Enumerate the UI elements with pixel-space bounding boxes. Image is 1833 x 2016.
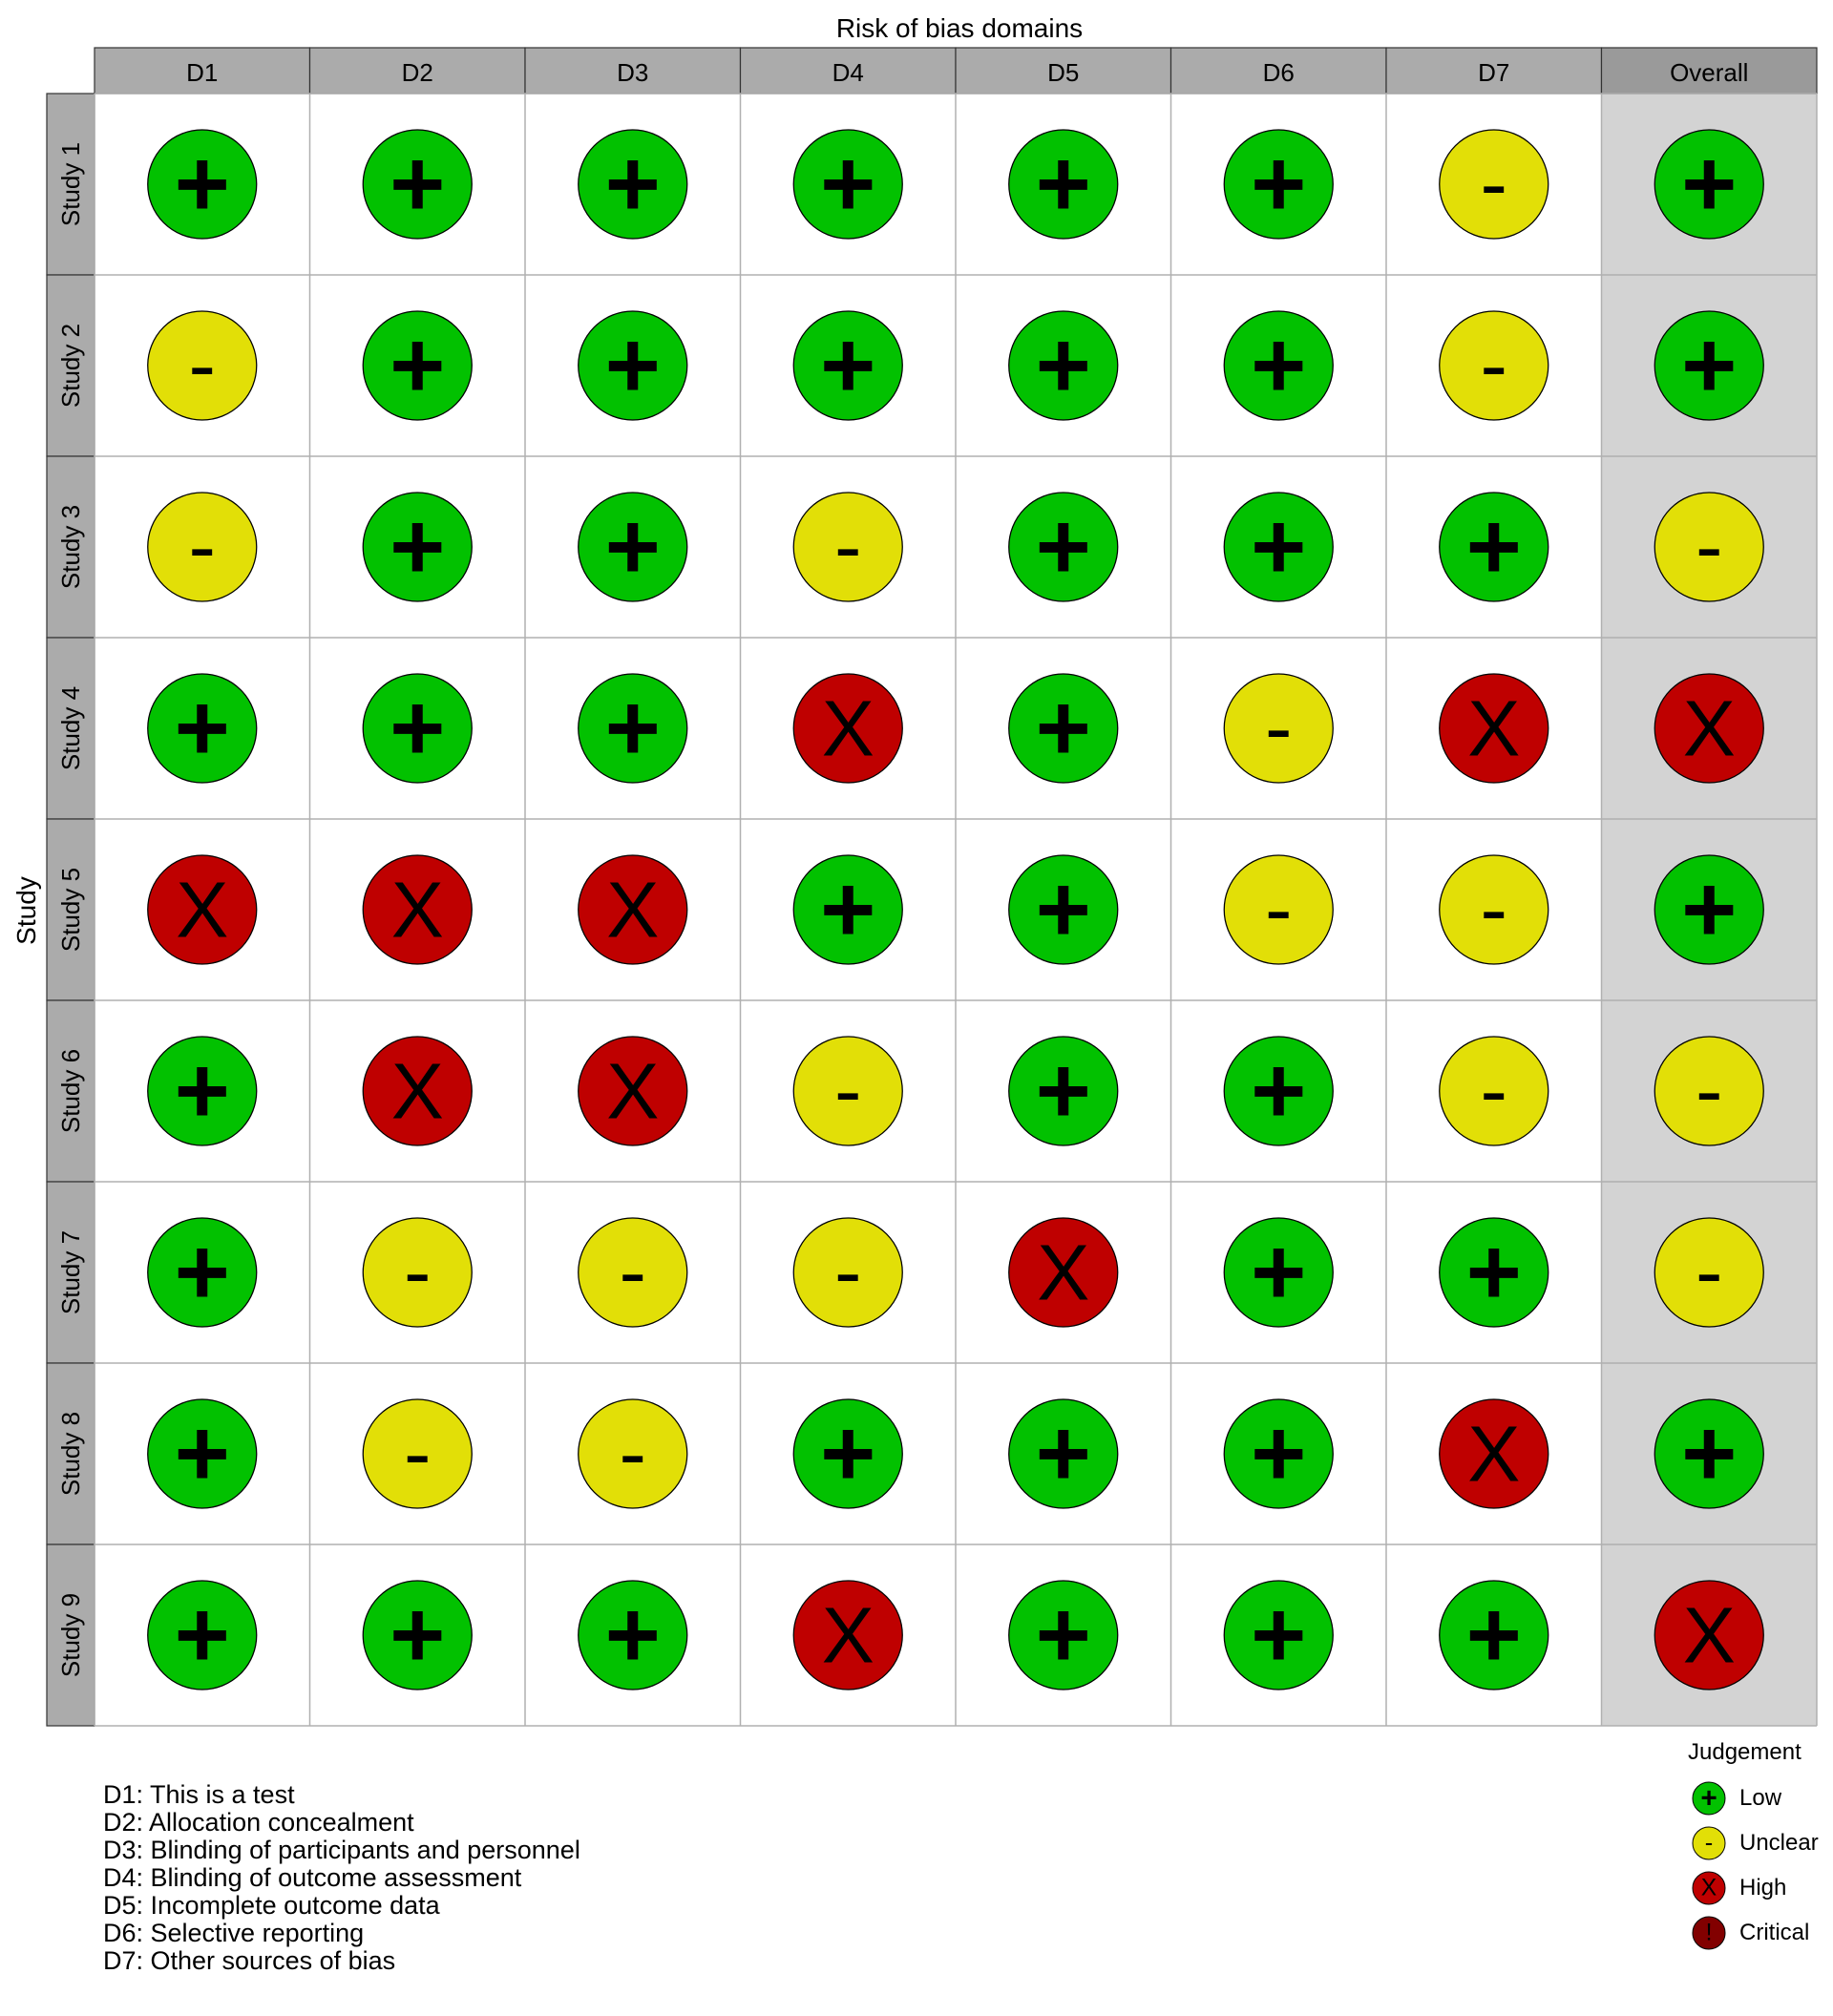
judgement-symbol: - — [619, 1227, 646, 1318]
judgement-symbol: - — [619, 1408, 646, 1500]
judgement-marker — [1654, 674, 1763, 783]
judgement-symbol: + — [174, 675, 230, 782]
judgement-symbol: X — [606, 1046, 660, 1136]
domain-definition: D2: Allocation concealment — [103, 1808, 414, 1837]
judgement-marker — [793, 311, 902, 420]
judgement-marker — [363, 311, 472, 420]
chart-title: Risk of bias domains — [835, 13, 1084, 43]
legend-symbol — [1690, 1824, 1728, 1862]
domain-definition: D3: Blinding of participants and personnel — [103, 1836, 580, 1864]
judgement-symbol: X — [821, 1590, 874, 1680]
judgement-marker — [363, 1399, 472, 1508]
judgement-symbol: + — [1700, 1782, 1717, 1815]
judgement-symbol: - — [188, 320, 216, 411]
legend-marker — [1693, 1872, 1725, 1904]
judgement-symbol: + — [174, 1400, 230, 1507]
judgement-symbol: - — [1696, 501, 1723, 593]
judgement-symbol: + — [1035, 1400, 1091, 1507]
judgement-symbol: + — [1035, 1582, 1091, 1689]
row-header-label: Study 8 — [56, 1411, 85, 1497]
judgement-symbol: - — [404, 1408, 432, 1500]
judgement-marker — [148, 1581, 257, 1690]
judgement-marker — [148, 1218, 257, 1327]
row-header-label: Study 2 — [56, 323, 85, 409]
legend-symbol — [1690, 1779, 1728, 1817]
domain-definitions — [103, 1781, 580, 1975]
judgement-symbol: X — [1682, 1590, 1736, 1680]
legend-marker — [1693, 1782, 1725, 1815]
judgement-marker — [1654, 130, 1763, 239]
judgement-symbol: + — [1681, 131, 1738, 238]
legend-marker — [1693, 1917, 1725, 1949]
judgement-marker — [579, 311, 687, 420]
judgement-marker — [1224, 1399, 1333, 1508]
judgement-symbol: - — [1480, 1045, 1507, 1137]
judgement-symbol: - — [834, 1227, 862, 1318]
judgement-marker — [793, 1399, 902, 1508]
judgement-symbol: + — [820, 1400, 876, 1507]
column-header-label: D6 — [1262, 58, 1295, 87]
judgement-symbol: - — [1480, 138, 1507, 230]
judgement-symbol: + — [1251, 1038, 1307, 1144]
judgement-marker — [1224, 855, 1333, 964]
domain-definition: D4: Blinding of outcome assessment — [103, 1863, 522, 1892]
judgement-symbol: - — [1696, 1045, 1723, 1137]
judgement-symbol: X — [821, 683, 874, 773]
judgement-marker — [1224, 493, 1333, 601]
judgement-symbol: - — [1704, 1830, 1714, 1857]
judgement-symbol: + — [174, 1038, 230, 1144]
column-header-label: D5 — [1047, 58, 1080, 87]
judgement-marker — [363, 493, 472, 601]
judgement-marker — [579, 674, 687, 783]
judgement-symbol: + — [604, 494, 661, 600]
judgement-marker — [1440, 311, 1549, 420]
legend-item-high — [1682, 1869, 1825, 1914]
judgement-symbol: X — [390, 1046, 444, 1136]
judgement-symbol: + — [1035, 312, 1091, 419]
row-header-label: Study 3 — [56, 504, 85, 590]
judgement-symbol: + — [820, 131, 876, 238]
judgement-marker — [579, 1581, 687, 1690]
judgement-marker — [1009, 1399, 1118, 1508]
judgement-symbol: + — [390, 312, 446, 419]
judgement-marker — [579, 1218, 687, 1327]
legend-label: High — [1739, 1875, 1787, 1900]
judgement-marker — [1440, 855, 1549, 964]
judgement-marker — [793, 855, 902, 964]
judgement-symbol: + — [1251, 1219, 1307, 1326]
judgement-marker — [793, 674, 902, 783]
judgement-symbol: - — [404, 1227, 432, 1318]
judgement-symbol: + — [1681, 1400, 1738, 1507]
judgement-marker — [1440, 1581, 1549, 1690]
judgement-symbol: - — [1480, 864, 1507, 956]
judgement-marker — [793, 493, 902, 601]
judgement-symbol: - — [834, 501, 862, 593]
judgement-marker — [1654, 855, 1763, 964]
judgement-symbol: + — [604, 312, 661, 419]
judgement-symbol: + — [1465, 1582, 1522, 1689]
legend-title: Judgement — [1688, 1739, 1801, 1765]
legend-marker — [1693, 1827, 1725, 1859]
row-header-label: Study 6 — [56, 1048, 85, 1134]
judgement-marker — [1009, 1581, 1118, 1690]
column-header-label: D4 — [832, 58, 864, 87]
judgement-symbol: + — [1035, 131, 1091, 238]
judgement-symbol: X — [606, 865, 660, 955]
y-axis-label: Study — [11, 876, 41, 945]
judgement-marker — [1009, 855, 1118, 964]
judgement-marker — [1009, 493, 1118, 601]
column-header-label: D3 — [617, 58, 649, 87]
judgement-symbol: - — [834, 1045, 862, 1137]
judgement-marker — [1224, 311, 1333, 420]
judgement-symbol: + — [1251, 1582, 1307, 1689]
judgement-marker — [579, 1037, 687, 1145]
domain-definition: D5: Incomplete outcome data — [103, 1891, 440, 1920]
judgement-symbol: X — [1467, 1409, 1521, 1499]
row-header-label: Study 9 — [56, 1592, 85, 1678]
row-header-label: Study 5 — [56, 867, 85, 953]
column-header-label: D7 — [1478, 58, 1510, 87]
judgement-marker — [1654, 1037, 1763, 1145]
judgement-symbol: + — [390, 494, 446, 600]
legend — [1682, 1739, 1825, 1959]
judgement-marker — [363, 130, 472, 239]
domain-definition: D1: This is a test — [103, 1780, 295, 1809]
judgement-marker — [793, 1037, 902, 1145]
judgement-symbol: + — [174, 1582, 230, 1689]
judgement-symbol: ! — [1705, 1920, 1713, 1946]
judgement-symbol: + — [604, 131, 661, 238]
judgement-marker — [579, 130, 687, 239]
judgement-marker — [1654, 311, 1763, 420]
judgement-symbol: + — [1251, 312, 1307, 419]
judgement-marker — [579, 1399, 687, 1508]
judgement-marker — [1009, 674, 1118, 783]
legend-item-critical — [1682, 1914, 1825, 1959]
judgement-marker — [1009, 1218, 1118, 1327]
judgement-symbol: X — [1467, 683, 1521, 773]
judgement-marker — [1654, 1581, 1763, 1690]
judgement-symbol: X — [1682, 683, 1736, 773]
judgement-marker — [579, 493, 687, 601]
judgement-marker — [1009, 311, 1118, 420]
judgement-marker — [363, 1218, 472, 1327]
judgement-marker — [148, 855, 257, 964]
column-header-label: Overall — [1670, 58, 1749, 87]
column-header-label: D2 — [401, 58, 433, 87]
judgement-marker — [1224, 1037, 1333, 1145]
judgement-marker — [1440, 1399, 1549, 1508]
domain-definition: D6: Selective reporting — [103, 1919, 365, 1947]
legend-item-unclear — [1682, 1824, 1825, 1869]
domain-definition: D7: Other sources of bias — [103, 1946, 396, 1975]
judgement-marker — [1440, 1037, 1549, 1145]
judgement-symbol: - — [188, 501, 216, 593]
judgement-symbol: + — [390, 675, 446, 782]
row-header-label: Study 1 — [56, 141, 85, 227]
judgement-symbol: + — [1035, 494, 1091, 600]
legend-item-low — [1682, 1779, 1825, 1824]
judgement-symbol: + — [390, 131, 446, 238]
judgement-symbol: X — [1037, 1228, 1090, 1317]
judgement-symbol: + — [604, 675, 661, 782]
judgement-marker — [1440, 493, 1549, 601]
judgement-marker — [1654, 493, 1763, 601]
judgement-marker — [148, 674, 257, 783]
judgement-marker — [1654, 1399, 1763, 1508]
judgement-marker — [579, 855, 687, 964]
judgement-marker — [363, 1037, 472, 1145]
judgement-symbol: + — [1465, 1219, 1522, 1326]
legend-label: Low — [1739, 1785, 1782, 1811]
judgement-marker — [793, 1581, 902, 1690]
judgement-symbol: + — [820, 312, 876, 419]
judgement-marker — [793, 130, 902, 239]
judgement-symbol: - — [1696, 1227, 1723, 1318]
legend-symbol — [1690, 1914, 1728, 1952]
judgement-symbol: + — [1035, 856, 1091, 963]
legend-label: Unclear — [1739, 1830, 1819, 1856]
judgement-marker — [148, 1399, 257, 1508]
column-header-label: D1 — [186, 58, 219, 87]
judgement-symbol: + — [174, 131, 230, 238]
judgement-symbol: + — [1251, 1400, 1307, 1507]
judgement-symbol: X — [1700, 1875, 1717, 1901]
judgement-marker — [1224, 130, 1333, 239]
legend-label: Critical — [1739, 1920, 1810, 1945]
legend-symbol — [1690, 1869, 1728, 1907]
judgement-symbol: + — [1251, 131, 1307, 238]
judgement-marker — [148, 311, 257, 420]
judgement-symbol: + — [820, 856, 876, 963]
judgement-marker — [1224, 1581, 1333, 1690]
row-header-label: Study 4 — [56, 685, 85, 771]
judgement-symbol: - — [1480, 320, 1507, 411]
judgement-symbol: + — [1035, 675, 1091, 782]
judgement-marker — [363, 1581, 472, 1690]
judgement-marker — [148, 130, 257, 239]
judgement-symbol: + — [174, 1219, 230, 1326]
judgement-symbol: + — [1681, 856, 1738, 963]
judgement-symbol: + — [1681, 312, 1738, 419]
judgement-symbol: - — [1265, 682, 1293, 774]
judgement-symbol: + — [1035, 1038, 1091, 1144]
judgement-marker — [1440, 130, 1549, 239]
judgement-symbol: + — [1465, 494, 1522, 600]
judgement-marker — [1009, 130, 1118, 239]
judgement-marker — [1009, 1037, 1118, 1145]
judgement-marker — [1440, 674, 1549, 783]
judgement-symbol: + — [390, 1582, 446, 1689]
judgement-symbol: + — [604, 1582, 661, 1689]
judgement-marker — [1224, 1218, 1333, 1327]
judgement-marker — [793, 1218, 902, 1327]
judgement-symbol: - — [1265, 864, 1293, 956]
judgement-marker — [148, 493, 257, 601]
judgement-symbol: + — [1251, 494, 1307, 600]
judgement-marker — [1224, 674, 1333, 783]
judgement-marker — [148, 1037, 257, 1145]
judgement-marker — [363, 674, 472, 783]
judgement-symbol: X — [390, 865, 444, 955]
judgement-marker — [1654, 1218, 1763, 1327]
judgement-marker — [1440, 1218, 1549, 1327]
judgement-marker — [363, 855, 472, 964]
judgement-symbol: X — [176, 865, 229, 955]
row-header-label: Study 7 — [56, 1229, 85, 1315]
